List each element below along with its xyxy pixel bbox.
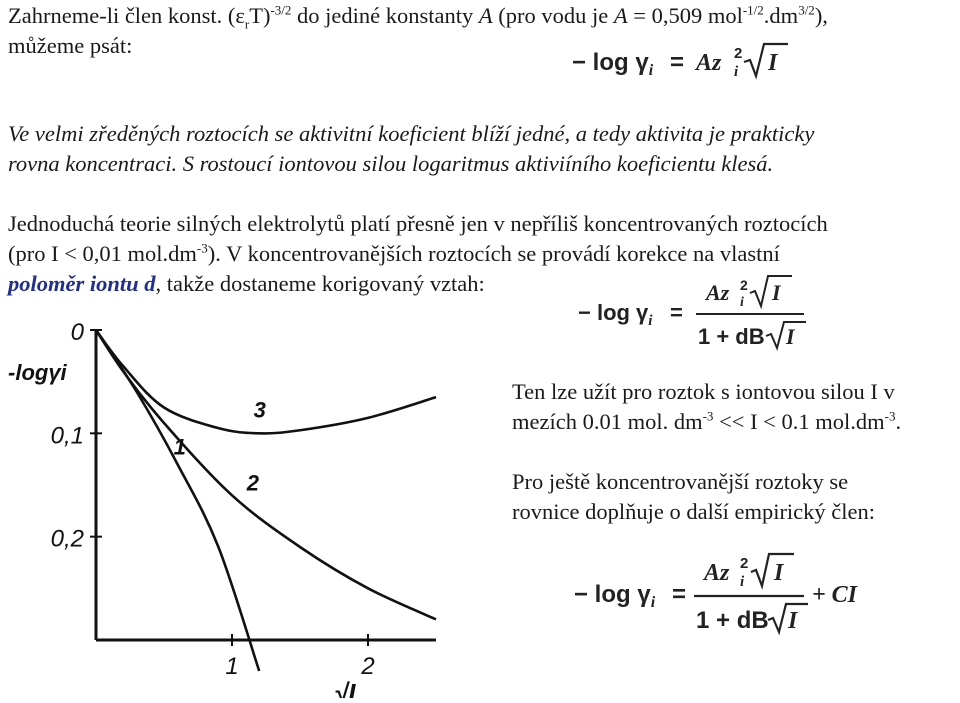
- chart-curves: [96, 330, 436, 671]
- svg-text:1 + dB: 1 + dB: [696, 607, 769, 634]
- x-axis-label: √I: [334, 678, 356, 698]
- svg-text:=: =: [670, 300, 683, 325]
- right-text-2-line-1: Pro ještě koncentrovanější roztoky se: [512, 469, 849, 494]
- x-tick-label: 2: [361, 653, 375, 680]
- svg-text:=: =: [672, 581, 687, 608]
- curve-2: [96, 330, 436, 619]
- svg-text:− log γi: − $\log \gamma_i$: [572, 49, 654, 79]
- chart-axes: [90, 330, 436, 646]
- svg-text:2: 2: [740, 555, 749, 572]
- right-text-1-line-2: mezích 0.01 mol. $dm^{-3} << I < 0.1$ $mol.dm^{-3}$.: [512, 408, 902, 434]
- formula-3: [568, 548, 868, 648]
- formula-2: [572, 272, 822, 356]
- svg-text:− log γi: − $\log \gamma_i$: [578, 300, 653, 329]
- formula-1: [566, 38, 796, 86]
- svg-text:i: i: [734, 64, 739, 80]
- svg-text:Az: Az: [696, 50, 722, 76]
- curve-3: [96, 330, 436, 433]
- y-tick-label: 0,1: [50, 422, 84, 450]
- svg-text:2: 2: [734, 45, 743, 62]
- svg-text:=: =: [670, 49, 685, 76]
- para2-line-1: Jednoduchá teorie silných elektrolytů platí přesně jen v nepříliš koncentrovaných roztocích: [8, 211, 828, 236]
- right-text-2-line-2: rovnice doplňuje o další empirický člen:: [512, 499, 876, 524]
- intro-line-1: Zahrneme-li člen konst. $(\varepsilon_rT)^{-3/2}$ do jediné konstanty A (pro vodu je A = 0,509 $mol^{-1/2}.dm^{3/2}$),: [8, 2, 828, 32]
- x-tick-label: 1: [225, 653, 239, 680]
- svg-text:Az: Az: [704, 560, 730, 586]
- svg-text:1 + dB: 1 + dB: [698, 324, 765, 349]
- para2-line-3: poloměr iontu d, takže dostaneme korigovaný vztah:: [8, 271, 485, 296]
- italic-line-1: Ve velmi zředěných roztocích se aktivitní koeficient blíží jedné, a tedy aktivita je prakticky: [8, 121, 815, 146]
- italic-line-2: rovna koncentraci. S rostoucí iontovou silou logaritmus aktiviíního koeficientu klesá.: [8, 151, 774, 176]
- svg-text:I: I: [772, 280, 781, 305]
- activity-coefficient-chart: [0, 310, 470, 703]
- svg-text:i: i: [740, 295, 744, 310]
- right-text-1-line-1: Ten lze užít pro roztok s iontovou silou I v: [512, 379, 895, 404]
- svg-text:I: I: [768, 50, 778, 76]
- svg-text:I: I: [788, 608, 798, 634]
- y-axis-label: -logγi: [8, 360, 67, 385]
- svg-text:Az: Az: [706, 280, 730, 305]
- curve-label-1: 1: [173, 434, 186, 460]
- para2-line-2: (pro I < 0,01 $mol.dm^{-3}$). V koncentrovanějších roztocích se provádí korekce na vlastní: [8, 240, 780, 266]
- curve-1: [96, 330, 259, 671]
- svg-text:2: 2: [740, 277, 748, 293]
- intro-line-2: můžeme psát:: [8, 33, 133, 58]
- svg-text:+ CI: + CI: [812, 582, 858, 608]
- y-tick-label: 0: [70, 319, 84, 346]
- y-tick-label: 0,2: [50, 525, 84, 553]
- svg-text:I: I: [774, 560, 784, 586]
- svg-text:i: i: [740, 574, 745, 590]
- curve-label-3: 3: [253, 397, 266, 423]
- svg-text:− log γi: − $\log \gamma_i$: [574, 581, 656, 611]
- curve-label-2: 2: [246, 470, 260, 496]
- svg-text:I: I: [786, 324, 795, 349]
